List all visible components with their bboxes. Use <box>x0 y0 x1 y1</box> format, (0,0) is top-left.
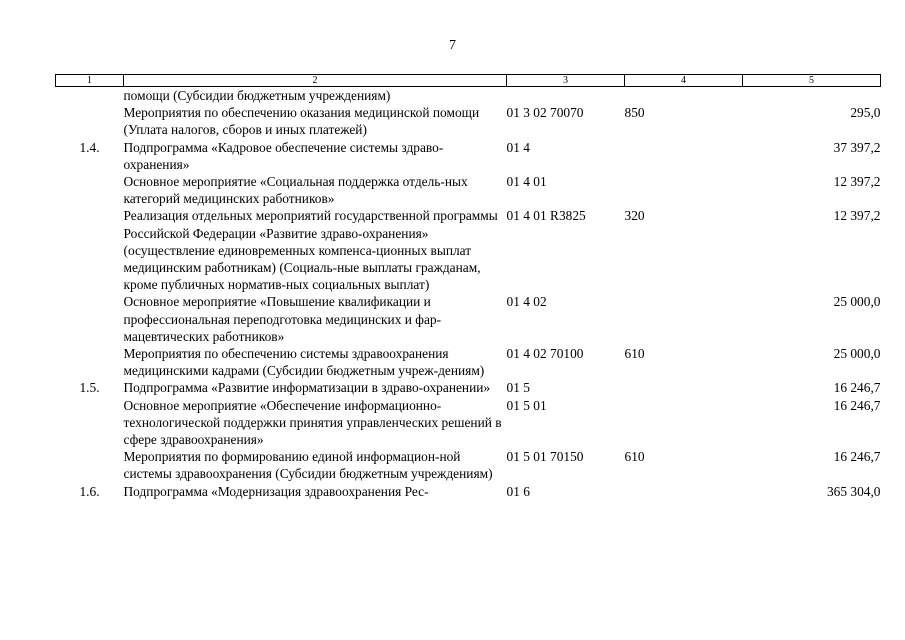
row-number: 1.5. <box>79 380 100 396</box>
row-type <box>625 139 743 173</box>
row-amount: 295,0 <box>850 105 881 121</box>
row-type <box>625 379 743 396</box>
table-row <box>56 139 881 173</box>
row-type <box>625 397 743 449</box>
row-code: 01 4 02 <box>506 294 547 310</box>
row-code: 01 5 01 <box>506 397 547 413</box>
row-name: Основное мероприятие «Социальная поддержка отдель-ных категорий медицинских работников» <box>123 174 468 207</box>
row-name: Основное мероприятие «Повышение квалификации и профессиональная переподготовка медицинских и фар-мацевтических работников» <box>123 294 442 344</box>
row-name: Мероприятия по обеспечению оказания медицинской помощи (Уплата налогов, сборов и иных платежей) <box>123 105 480 138</box>
row-number <box>56 293 124 345</box>
table-row <box>56 379 881 396</box>
row-type <box>625 293 743 345</box>
table-row <box>56 397 881 449</box>
row-number <box>56 345 124 379</box>
table-header-row <box>56 75 881 87</box>
column-header-type: 4 <box>625 75 743 87</box>
row-number: 1.4. <box>79 139 100 155</box>
row-code: 01 5 <box>506 380 530 396</box>
row-type: 610 <box>624 449 645 465</box>
row-type: 320 <box>624 208 645 224</box>
row-number <box>56 173 124 207</box>
row-type <box>625 483 743 500</box>
row-amount <box>743 87 881 105</box>
row-code: 01 4 <box>506 139 530 155</box>
row-code: 01 3 02 70070 <box>506 105 584 121</box>
row-amount: 16 246,7 <box>833 380 881 396</box>
row-type: 850 <box>624 105 645 121</box>
table-row <box>56 483 881 500</box>
column-header-amount: 5 <box>743 75 881 87</box>
table-row <box>56 104 881 138</box>
table-row <box>56 448 881 482</box>
row-number: 1.6. <box>79 483 100 499</box>
row-name: Мероприятия по обеспечению системы здравоохранения медицинскими кадрами (Субсидии бюджетным учреж-дениям) <box>123 346 485 379</box>
budget-table <box>55 74 881 500</box>
row-name: Подпрограмма «Кадровое обеспечение системы здраво-охранения» <box>123 139 444 172</box>
row-type <box>625 173 743 207</box>
row-amount: 16 246,7 <box>833 397 881 413</box>
row-code: 01 5 01 70150 <box>506 449 584 465</box>
column-header-name: 2 <box>124 75 507 87</box>
row-name: Основное мероприятие «Обеспечение информационно-технологической поддержки принятия управленческих решений в сфере здравоохранения» <box>123 397 502 448</box>
row-amount: 25 000,0 <box>833 346 881 362</box>
table-row <box>56 87 881 105</box>
table-row <box>56 207 881 293</box>
row-amount: 37 397,2 <box>833 139 881 155</box>
row-code: 01 4 01 R3825 <box>506 208 586 224</box>
row-code: 01 4 02 70100 <box>506 346 584 362</box>
row-type: 610 <box>624 346 645 362</box>
column-header-code: 3 <box>507 75 625 87</box>
row-amount: 16 246,7 <box>833 449 881 465</box>
row-number <box>56 448 124 482</box>
row-name: Подпрограмма «Модернизация здравоохранения Рес- <box>123 483 429 499</box>
row-name: Реализация отдельных мероприятий государственной программы Российской Федерации «Развитие здраво-охранения» (осуществление единовременных компенса-ционных выплат медицинским работникам) (Социаль-ные выплаты гражданам, кроме публичных норматив-ных социальных выплат) <box>123 208 498 293</box>
row-number <box>56 104 124 138</box>
row-amount: 365 304,0 <box>826 483 881 499</box>
row-type <box>625 87 743 105</box>
row-amount: 25 000,0 <box>833 294 881 310</box>
row-code <box>507 87 625 105</box>
row-number <box>56 397 124 449</box>
row-name: Мероприятия по формированию единой информацион-ной системы здравоохранения (Субсидии бюджетным учреждениям) <box>123 449 493 482</box>
row-name: помощи (Субсидии бюджетным учреждениям) <box>123 88 391 103</box>
page-number: 7 <box>449 38 456 53</box>
column-header-number: 1 <box>56 75 124 87</box>
row-number <box>56 207 124 293</box>
table-row <box>56 173 881 207</box>
row-amount: 12 397,2 <box>833 208 881 224</box>
row-amount: 12 397,2 <box>833 174 881 190</box>
row-code: 01 4 01 <box>506 174 547 190</box>
row-number <box>56 87 124 105</box>
table-row <box>56 345 881 379</box>
row-name: Подпрограмма «Развитие информатизации в здраво-охранении» <box>123 380 491 396</box>
row-code: 01 6 <box>506 483 530 499</box>
table-row <box>56 293 881 345</box>
